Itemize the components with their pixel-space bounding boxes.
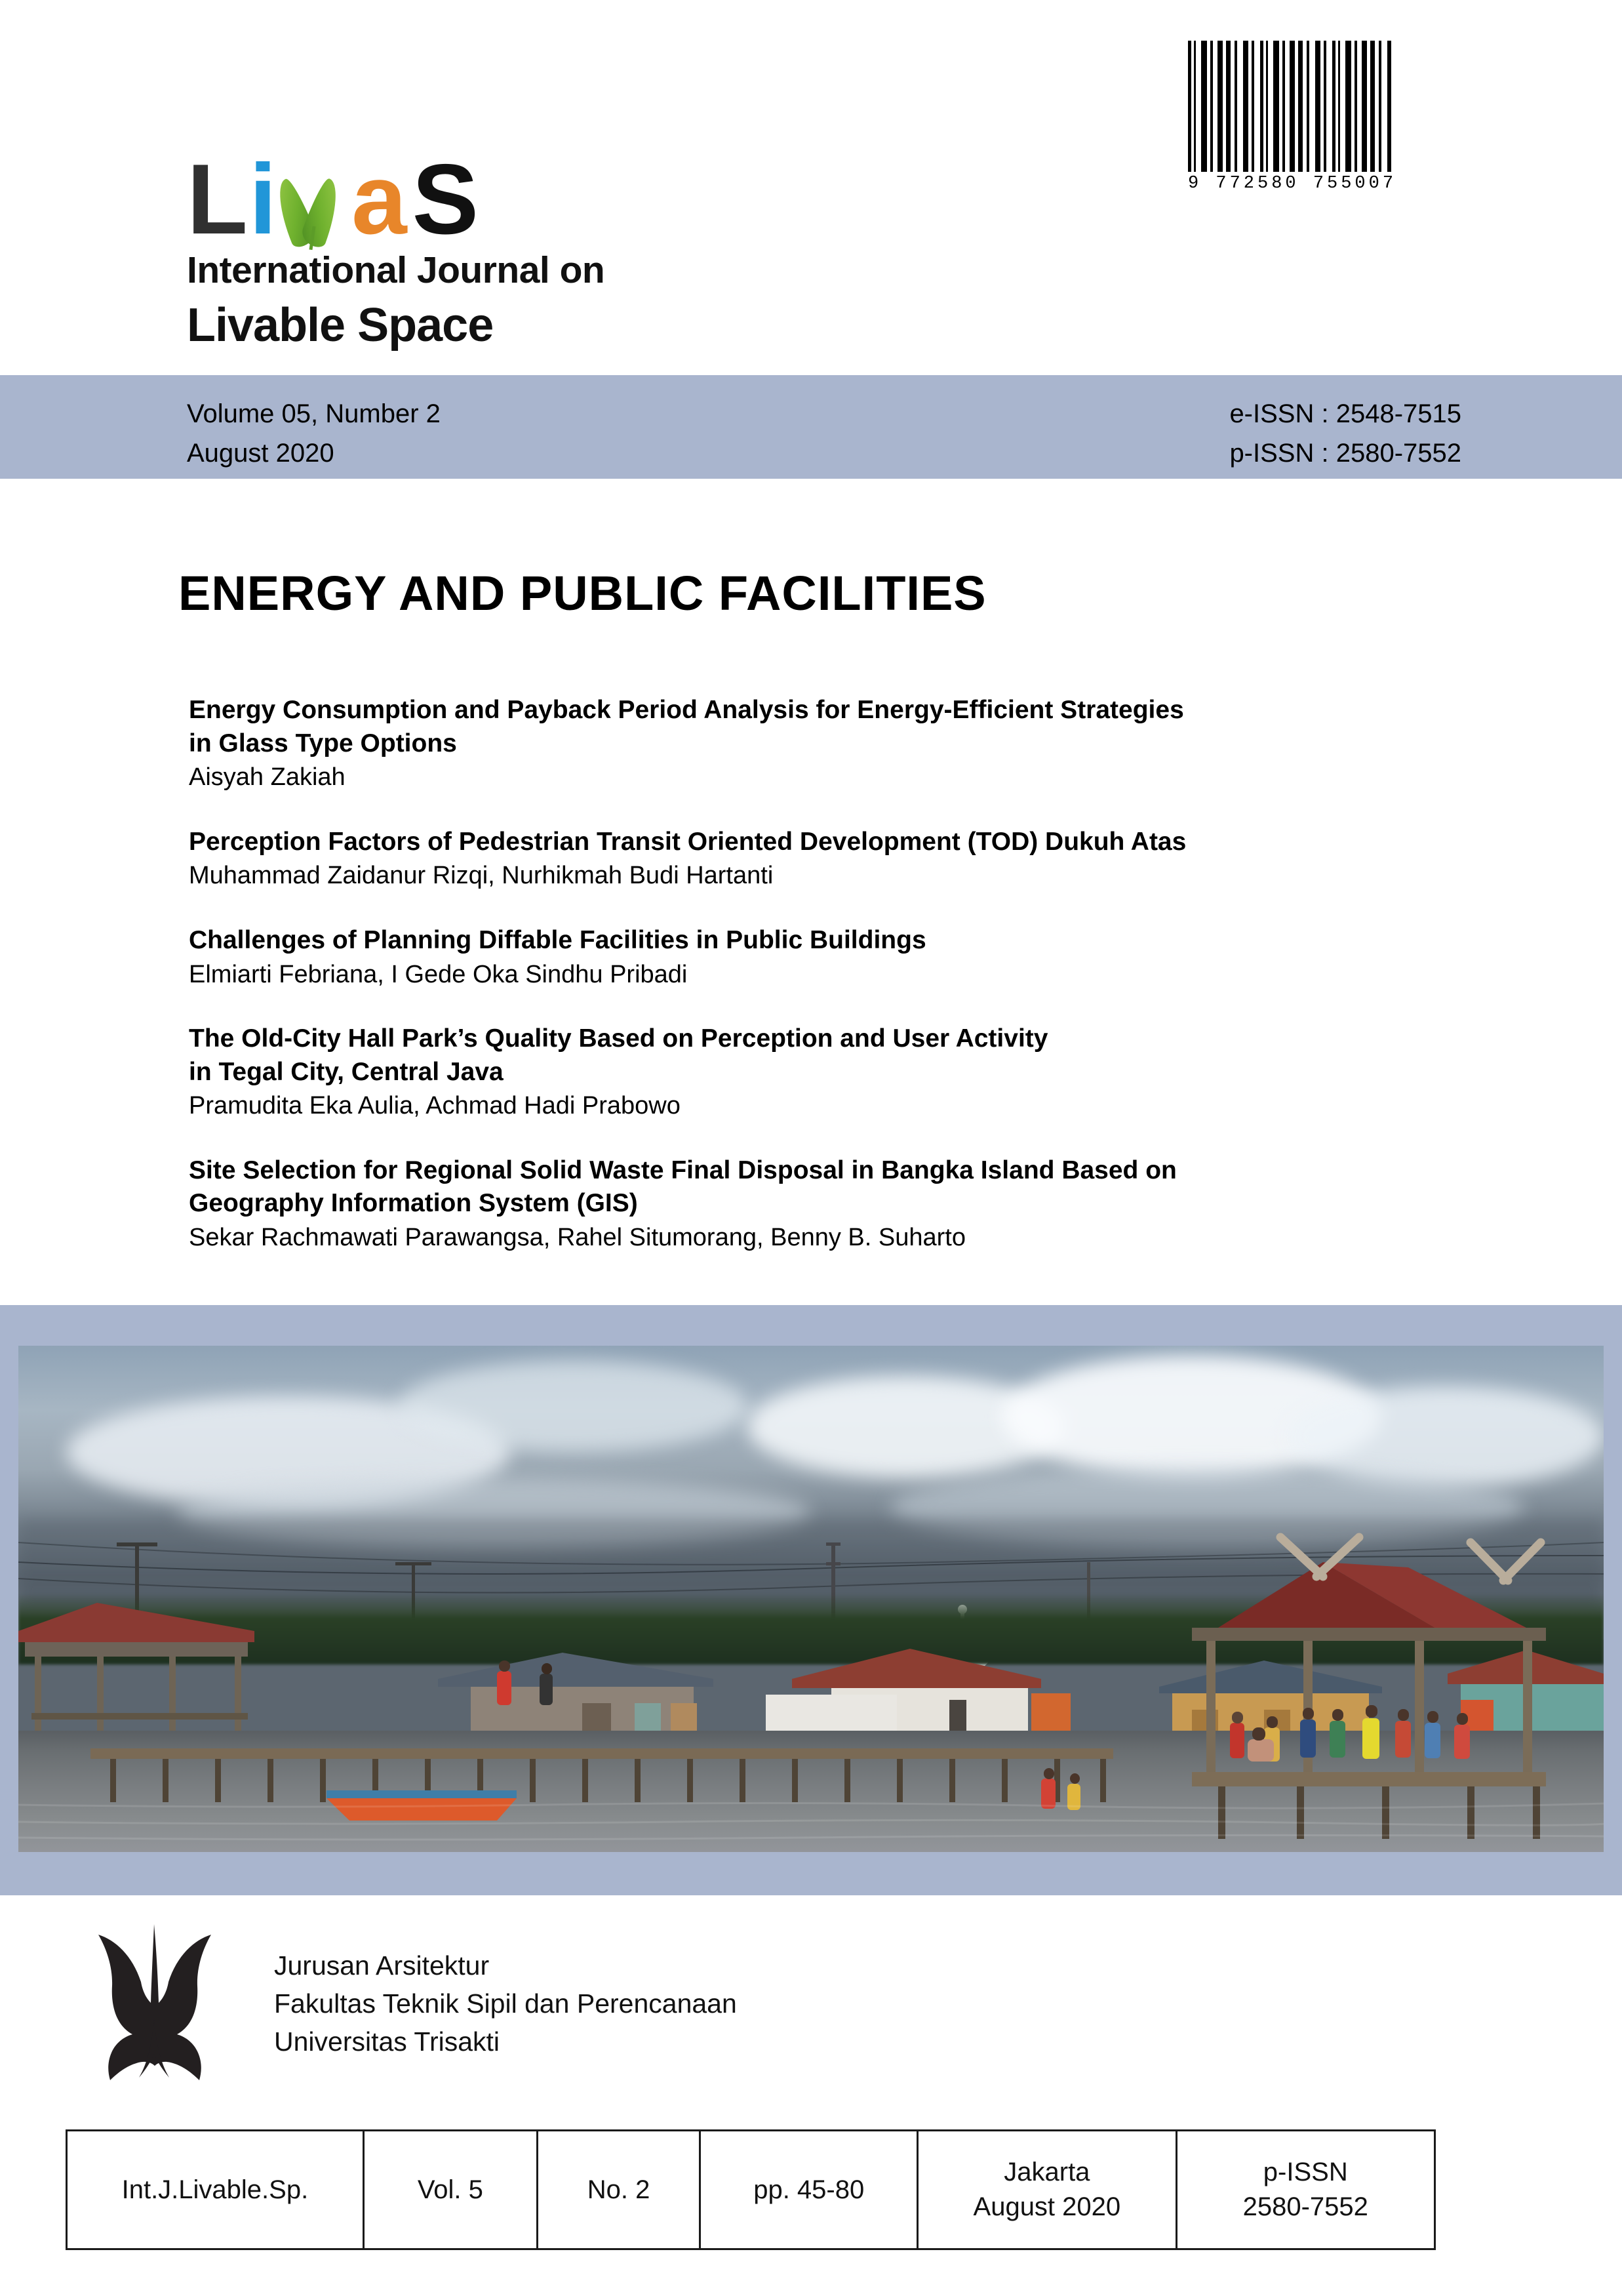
- barcode-number: 9 772580 755007: [1188, 174, 1397, 193]
- cell-line2: 2580-7552: [1242, 2192, 1368, 2221]
- article-title-line2: in Glass Type Options: [189, 729, 457, 757]
- article-title-line1: Perception Factors of Pedestrian Transit Oriented Development (TOD) Dukuh Atas: [189, 827, 1187, 856]
- publisher-block: [66, 1922, 737, 2085]
- list-item: [189, 1022, 1421, 1123]
- cell-line1: pp. 45-80: [753, 2175, 865, 2204]
- list-item: [189, 924, 1421, 991]
- list-item: [189, 694, 1421, 794]
- article-title-line1: Energy Consumption and Payback Period Analysis for Energy-Efficient Strategies: [189, 696, 1184, 724]
- list-item: [189, 826, 1421, 893]
- issue-volume-block: [187, 394, 441, 473]
- pissn: p-ISSN : 2580-7552: [1229, 439, 1461, 468]
- article-title-line2: in Tegal City, Central Java: [189, 1057, 504, 1086]
- leaf-pair-icon: [278, 171, 351, 250]
- publisher-line1: Jurusan Arsitektur: [274, 1950, 490, 1981]
- trisakti-trident-logo-icon: [66, 1922, 243, 2085]
- issue-volume: Volume 05, Number 2: [187, 399, 441, 428]
- article-title-line2: Geography Information System (GIS): [189, 1189, 638, 1218]
- logo-letter-s-framed: [408, 144, 481, 256]
- cover-header: [0, 0, 1622, 371]
- cell-line1: Vol. 5: [417, 2175, 483, 2204]
- corner-mark-icon: [408, 220, 423, 234]
- publisher-line2: Fakultas Teknik Sipil dan Perencanaan: [274, 1988, 737, 2019]
- logo-subtitle-line2: Livable Space: [187, 299, 494, 352]
- cell-line1: No. 2: [587, 2175, 650, 2204]
- table-cell-journal-abbrev: [67, 2131, 364, 2249]
- table-cell-volume: [363, 2131, 537, 2249]
- list-item: [189, 1154, 1421, 1255]
- logo-letter-i: i: [248, 144, 276, 256]
- page-title: ENERGY AND PUBLIC FACILITIES: [178, 566, 987, 620]
- cover-photo-frame: [0, 1305, 1622, 1895]
- logo-subtitle-line1: International Journal on: [187, 249, 605, 291]
- cell-line1: p-ISSN: [1263, 2158, 1348, 2187]
- logo-letter-l: L: [187, 144, 247, 256]
- article-title-line1: Challenges of Planning Diffable Facilities in Public Buildings: [189, 925, 926, 954]
- cover-photo: [18, 1346, 1604, 1852]
- issue-banner: [0, 375, 1622, 479]
- barcode-icon: [1188, 41, 1391, 172]
- table-cell-pages: [700, 2131, 918, 2249]
- logo-letter-s: S: [412, 144, 478, 256]
- article-authors: Pramudita Eka Aulia, Achmad Hadi Prabowo: [189, 1092, 681, 1120]
- publisher-text: [274, 1946, 737, 2061]
- cell-line1: Int.J.Livable.Sp.: [121, 2175, 309, 2204]
- logo-wordmark: [187, 141, 606, 256]
- article-authors: Elmiarti Febriana, I Gede Oka Sindhu Pribadi: [189, 960, 688, 988]
- publisher-line3: Universitas Trisakti: [274, 2026, 500, 2057]
- table-cell-number: [537, 2131, 700, 2249]
- article-title-line1: Site Selection for Regional Solid Waste Final Disposal in Bangka Island Based on: [189, 1156, 1177, 1184]
- corner-mark-icon: [467, 220, 481, 234]
- barcode: [1188, 41, 1397, 193]
- issue-date: August 2020: [187, 439, 334, 468]
- cell-line1: Jakarta: [1004, 2158, 1090, 2187]
- logo-letter-a: a: [351, 144, 406, 256]
- article-list: [189, 694, 1421, 1254]
- journal-logo: [187, 141, 606, 352]
- corner-mark-icon: [408, 161, 423, 175]
- article-authors: Muhammad Zaidanur Rizqi, Nurhikmah Budi Hartanti: [189, 862, 774, 890]
- issn-block: [1229, 394, 1461, 473]
- table-cell-place-date: [918, 2131, 1176, 2249]
- article-authors: Aisyah Zakiah: [189, 763, 346, 792]
- footer-citation-table: [66, 2129, 1436, 2250]
- corner-mark-icon: [467, 161, 481, 175]
- table-cell-pissn: [1176, 2131, 1434, 2249]
- table-row: [67, 2131, 1435, 2249]
- cell-line2: August 2020: [973, 2192, 1121, 2221]
- photo-pier-and-gazebo: [18, 1346, 1604, 1852]
- article-authors: Sekar Rachmawati Parawangsa, Rahel Situmorang, Benny B. Suharto: [189, 1224, 966, 1252]
- article-title-line1: The Old-City Hall Park’s Quality Based on Perception and User Activity: [189, 1024, 1048, 1053]
- eissn: e-ISSN : 2548-7515: [1229, 399, 1461, 428]
